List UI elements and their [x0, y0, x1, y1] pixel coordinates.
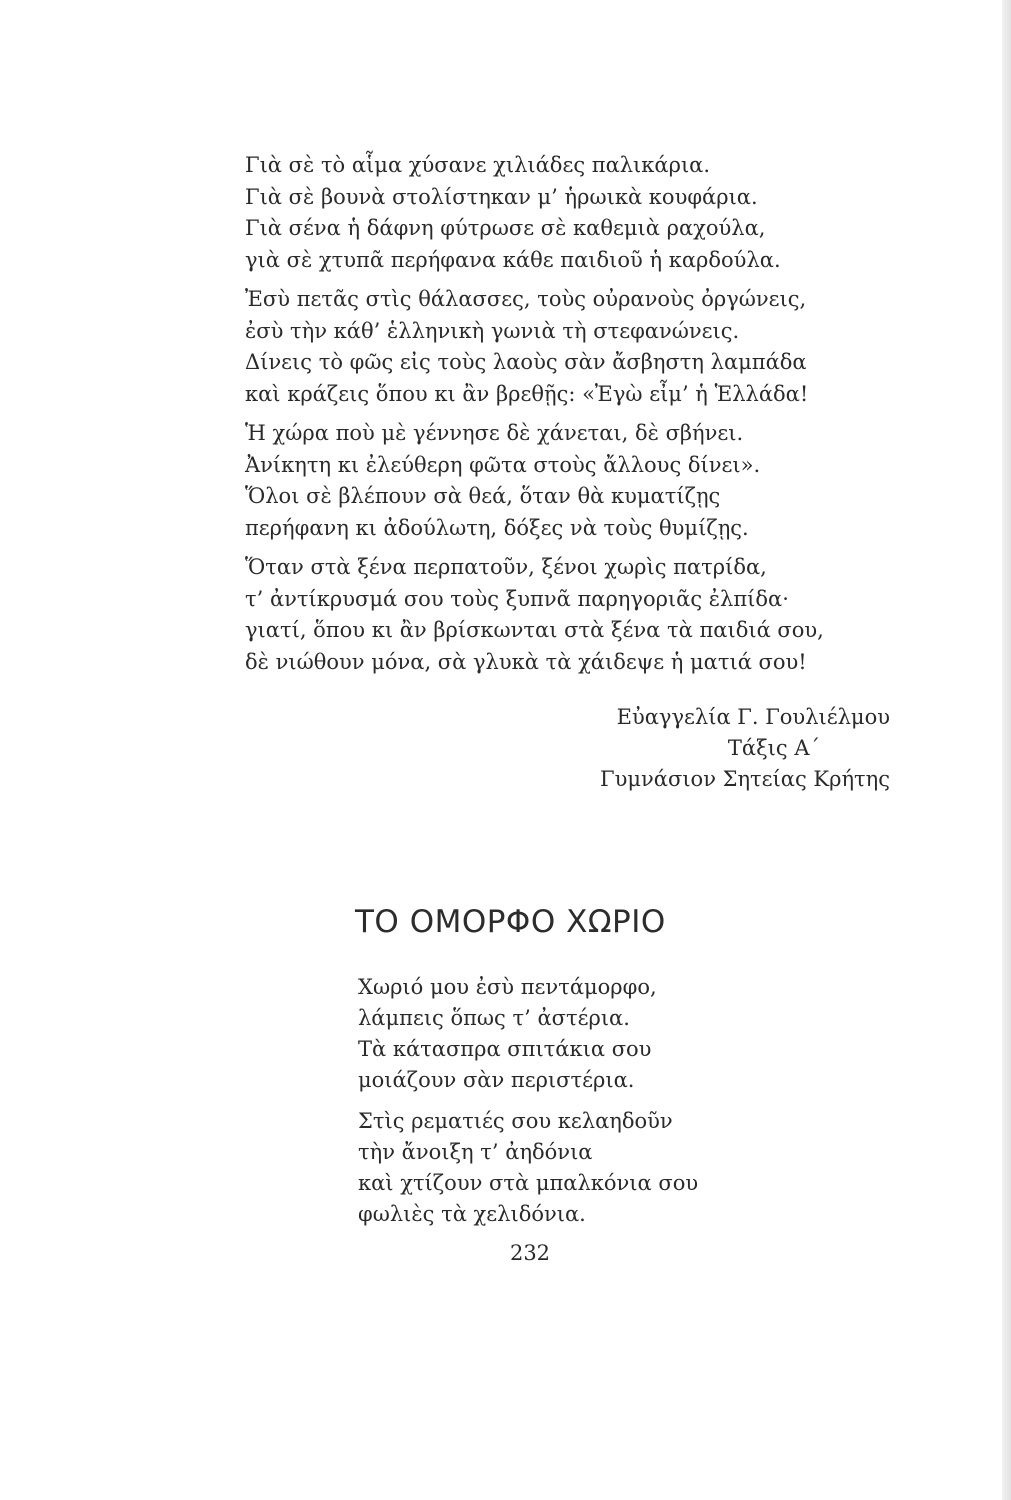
verse-line: Γιὰ σὲ βουνὰ στολίστηκαν μ’ ἡρωικὰ κουφάρια.	[245, 184, 758, 209]
verse-line: Δίνεις τὸ φῶς εἰς τοὺς λαοὺς σὰν ἄσβηστη λαμπάδα	[245, 350, 807, 374]
verse-line: δὲ νιώθουν μόνα, σὰ γλυκὰ τὰ χάιδεψε ἡ ματιά σου!	[245, 649, 807, 674]
verse-line: ἐσὺ τὴν κάθ’ ἑλληνικὴ γωνιὰ τὴ στεφανώνεις.	[245, 318, 740, 343]
author-name: Εὐαγγελία Γ. Γουλιέλμου	[616, 705, 890, 729]
verse-line: Στὶς ρεματιές σου κελαηδοῦν	[358, 1109, 673, 1133]
author-school: Γυμνάσιον Σητείας Κρήτης	[600, 767, 890, 791]
stanza-4	[245, 552, 885, 678]
poem-second	[358, 972, 778, 1230]
verse-line: τ’ ἀντίκρυσμά σου τοὺς ξυπνᾶ παρηγοριᾶς ἐλπίδα·	[245, 586, 789, 611]
stanza-3	[245, 418, 885, 544]
verse-line: Ἀνίκητη κι ἐλεύθερη φῶτα στοὺς ἄλλους δίνει».	[245, 452, 761, 477]
verse-line: καὶ κράζεις ὅπου κι ἂν βρεθῇς: «Ἐγὼ εἶμ’ ἡ Ἑλλάδα!	[245, 381, 809, 406]
stanza-1	[245, 150, 885, 276]
verse-line: Ἐσὺ πετᾶς στὶς θάλασσες, τοὺς οὐρανοὺς ὀργώνεις,	[245, 287, 807, 311]
verse-line: περήφανη κι ἀδούλωτη, δόξες νὰ τοὺς θυμίζῃς.	[245, 515, 749, 540]
stanza-2	[358, 1106, 778, 1230]
page-edge-shadow	[1002, 0, 1011, 1500]
verse-line: φωλιὲς τὰ χελιδόνια.	[358, 1202, 586, 1226]
verse-line: γιατί, ὅπου κι ἂν βρίσκωνται στὰ ξένα τὰ παιδιά σου,	[245, 618, 824, 642]
poem-first	[245, 150, 885, 678]
verse-line: Γιὰ σένα ἡ δάφνη φύτρωσε σὲ καθεμιὰ ραχούλα,	[245, 216, 766, 240]
verse-line: Ἡ χώρα ποὺ μὲ γέννησε δὲ χάνεται, δὲ σβήνει.	[245, 421, 744, 445]
poem-title: ΤΟ ΟΜΟΡΦΟ ΧΩΡΙΟ	[355, 904, 666, 940]
verse-line: λάμπεις ὅπως τ’ ἀστέρια.	[358, 1006, 630, 1030]
verse-line: Χωριό μου ἐσὺ πεντάμορφο,	[358, 975, 657, 999]
verse-line: Γιὰ σὲ τὸ αἷμα χύσανε χιλιάδες παλικάρια.	[245, 153, 711, 177]
stanza-2	[245, 284, 885, 410]
verse-line: Τὰ κάτασπρα σπιτάκια σου	[358, 1037, 652, 1061]
verse-line: τὴν ἄνοιξη τ’ ἀηδόνια	[358, 1140, 593, 1164]
page-number: 232	[509, 1241, 551, 1265]
verse-line: γιὰ σὲ χτυπᾶ περήφανα κάθε παιδιοῦ ἡ καρδούλα.	[245, 247, 781, 272]
verse-line: καὶ χτίζουν στὰ μπαλκόνια σου	[358, 1171, 699, 1195]
author-signature	[560, 702, 890, 795]
verse-line: μοιάζουν σὰν περιστέρια.	[358, 1068, 635, 1092]
author-class: Τάξις Α΄	[727, 736, 820, 760]
verse-line: Ὅταν στὰ ξένα περπατοῦν, ξένοι χωρὶς πατρίδα,	[245, 555, 767, 579]
verse-line: Ὅλοι σὲ βλέπουν σὰ θεά, ὅταν θὰ κυματίζῃς	[245, 484, 721, 508]
stanza-1	[358, 972, 778, 1096]
